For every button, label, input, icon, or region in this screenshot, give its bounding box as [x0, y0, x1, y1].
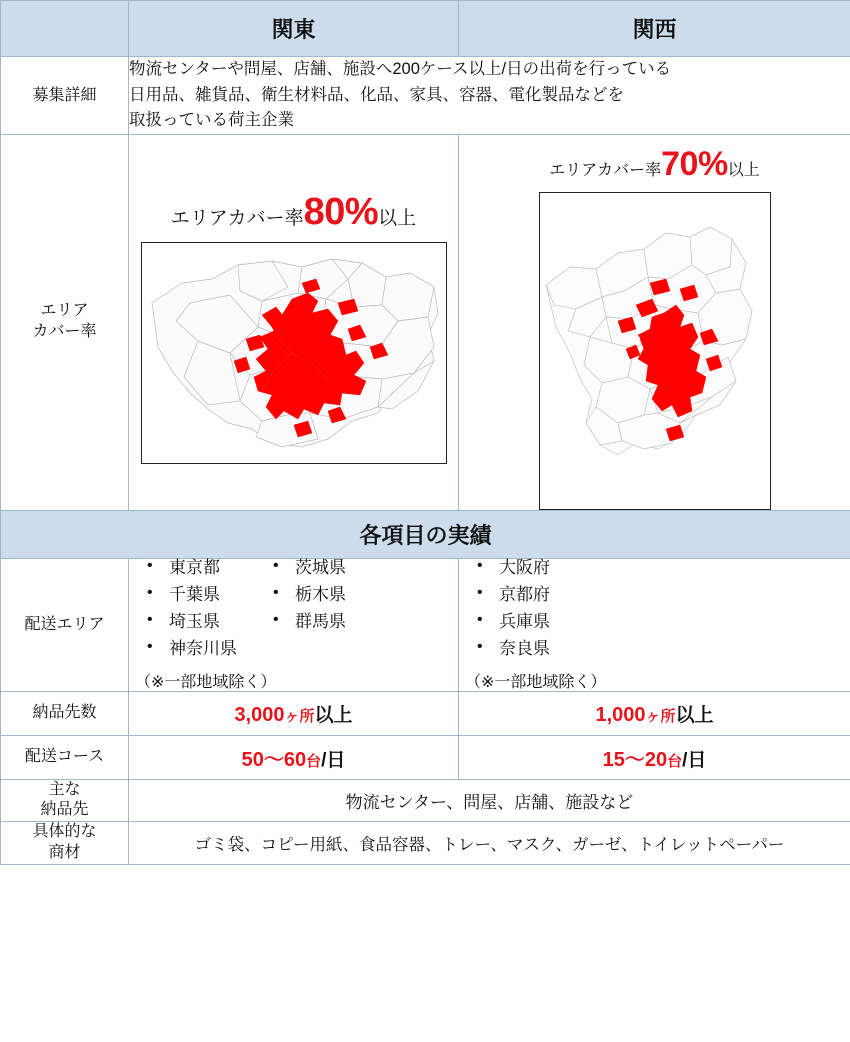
kanto-area-columns: [129, 559, 458, 667]
kanto-coverage-prefix: エリアカバー率: [170, 207, 304, 229]
kanto-coverage-value: 80%: [303, 190, 379, 233]
kansai-coverage-value: 70%: [661, 144, 728, 183]
kansai-map-svg: [540, 193, 771, 510]
kanto-area-list-2: [255, 559, 346, 667]
kanto-area-cell: [129, 558, 459, 691]
kansai-coverage-prefix: エリアカバー率: [549, 161, 662, 179]
list-item: • 東京都: [147, 559, 237, 586]
destination-value: 物流センター、問屋、店舗、施設など: [129, 779, 850, 822]
kansai-coverage-map: [539, 192, 771, 510]
header-kanto: 関東: [129, 1, 459, 57]
header-kansai: 関西: [459, 1, 850, 57]
row-label-area: 配送エリア: [1, 558, 129, 691]
kanto-coverage-cell: [129, 134, 459, 510]
table-row-area: [1, 558, 850, 691]
table-row-detail: [1, 57, 850, 135]
table-row-goods: [1, 822, 850, 865]
kansai-delivery-count: [459, 691, 850, 735]
kanto-area-note: （※一部地域除く）: [135, 673, 277, 691]
kanto-coverage-map: [141, 242, 447, 464]
kansai-course-tail: /日: [682, 749, 707, 771]
table-row-course: [1, 735, 850, 779]
kanto-course-tail: /日: [321, 749, 346, 771]
list-item: • 奈良県: [477, 640, 550, 667]
kansai-course-unit: 台: [667, 752, 683, 770]
list-item: • 群馬県: [273, 613, 346, 640]
kansai-coverage-caption: [459, 145, 850, 184]
list-item: • 京都府: [477, 586, 550, 613]
kanto-area-list-1: [129, 559, 237, 667]
list-item: • 千葉県: [147, 586, 237, 613]
row-label-detail: 募集詳細: [1, 57, 129, 135]
row-label-destination-line1: 主な: [48, 780, 81, 798]
row-label-destination: [1, 779, 129, 822]
list-item: • 大阪府: [477, 559, 550, 586]
kansai-coverage-cell: [459, 134, 850, 510]
table-row-coverage: [1, 134, 850, 510]
table-row-destination: [1, 779, 850, 822]
kanto-map-svg: [142, 243, 447, 464]
kansai-course-value: 15～20: [602, 748, 668, 771]
goods-value: ゴミ袋、コピー用紙、食品容器、トレー、マスク、ガーゼ、トイレットペーパー: [129, 822, 850, 865]
kansai-area-list-1: [459, 559, 550, 667]
row-label-coverage-line1: エリア: [40, 302, 89, 320]
row-label-course: 配送コース: [1, 735, 129, 779]
detail-line-2: 日用品、雑貨品、衛生材料品、化品、家具、容器、電化製品などを: [129, 85, 624, 104]
section-banner: 各項目の実績: [1, 510, 850, 558]
detail-line-3: 取扱っている荷主企業: [129, 111, 294, 130]
kanto-course-unit: 台: [306, 752, 322, 770]
kanto-delivery-count-tail: 以上: [314, 704, 353, 726]
table-row-banner: [1, 510, 850, 558]
kansai-course: [459, 735, 850, 779]
kanto-coverage-caption: [129, 191, 458, 234]
row-label-goods: [1, 822, 129, 865]
kanto-delivery-count: [129, 691, 459, 735]
kansai-area-cell: [459, 558, 850, 691]
kanto-course: [129, 735, 459, 779]
row-label-coverage: [1, 134, 129, 510]
list-item: • 兵庫県: [477, 613, 550, 640]
list-item: • 栃木県: [273, 586, 346, 613]
list-item: • 神奈川県: [147, 640, 237, 667]
kansai-area-note: （※一部地域除く）: [465, 673, 607, 691]
list-item: • 茨城県: [273, 559, 346, 586]
kansai-area-columns: [459, 559, 850, 667]
list-item: • 埼玉県: [147, 613, 237, 640]
row-label-destination-line2: 納品先: [40, 801, 89, 819]
header-blank-cell: [1, 1, 129, 57]
row-label-coverage-line2: カバー率: [32, 323, 97, 341]
kanto-delivery-count-unit: ヶ所: [284, 707, 315, 725]
kansai-delivery-count-unit: ヶ所: [645, 707, 676, 725]
kansai-coverage-suffix: 以上: [727, 161, 760, 179]
kanto-coverage-suffix: 以上: [378, 207, 417, 229]
row-label-goods-line1: 具体的な: [32, 823, 97, 841]
kanto-delivery-count-value: 3,000: [234, 703, 285, 726]
row-label-goods-line2: 商材: [48, 844, 81, 862]
kanto-course-value: 50～60: [241, 748, 307, 771]
kansai-delivery-count-tail: 以上: [675, 704, 714, 726]
row-label-delivery-count: 納品先数: [1, 691, 129, 735]
table-header-row: [1, 1, 850, 57]
table-row-delivery-count: [1, 691, 850, 735]
detail-text-cell: [129, 57, 850, 135]
kansai-delivery-count-value: 1,000: [595, 703, 646, 726]
detail-line-1: 物流センターや問屋、店舗、施設へ200ケース以上/日の出荷を行っている: [129, 60, 672, 78]
